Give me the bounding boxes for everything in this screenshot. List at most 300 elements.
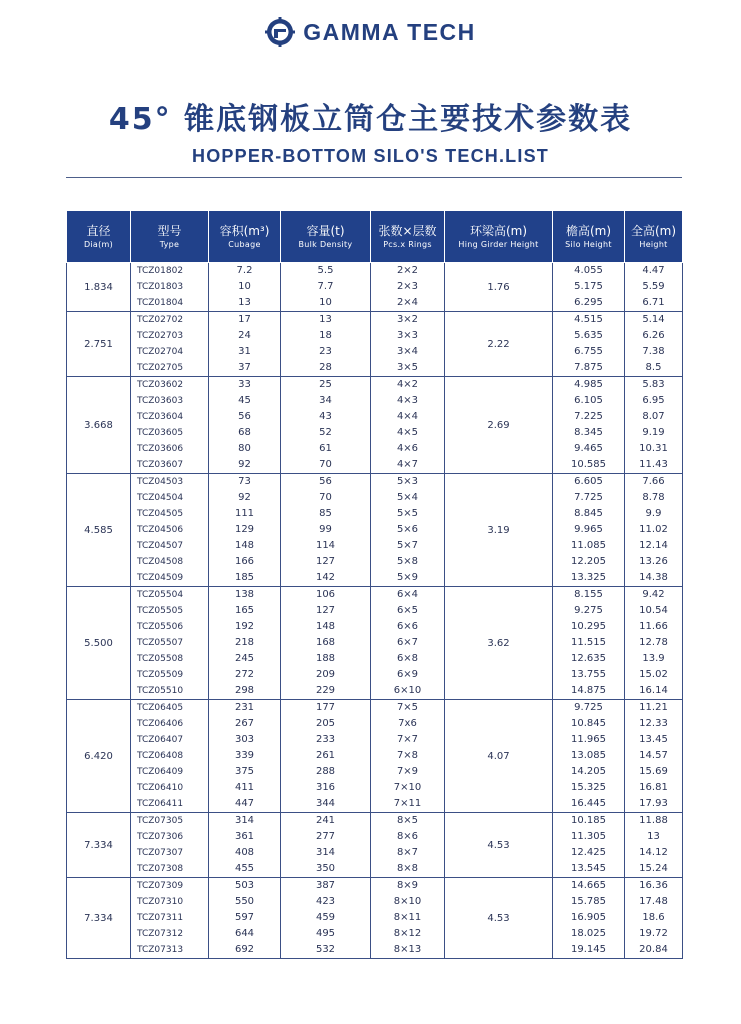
bulk-density-list — [281, 312, 371, 377]
cell-value: TCZ06408 — [137, 751, 184, 761]
cell-value: 14.875 — [571, 685, 606, 696]
cell-value: 6.105 — [574, 395, 603, 406]
cell-value: TCZ03602 — [137, 380, 184, 390]
cell-value: TCZ04507 — [137, 541, 184, 551]
cell-value: 13 — [238, 297, 251, 308]
cell-value: 6.95 — [642, 395, 665, 406]
cell-value: 7×8 — [396, 750, 419, 761]
cell-value: 233 — [315, 734, 336, 745]
cell-value: TCZ02702 — [137, 315, 184, 325]
type-list — [131, 474, 209, 587]
cell-value: 10.31 — [639, 443, 668, 454]
cell-value: 411 — [234, 782, 255, 793]
cell-value: 8×10 — [393, 896, 422, 907]
cell-value: 4.515 — [574, 314, 603, 325]
cell-value: 8.07 — [642, 411, 665, 422]
cell-value: 23 — [319, 346, 332, 357]
cell-value: 13.9 — [642, 653, 665, 664]
cell-value: 8×8 — [396, 863, 419, 874]
cell-value: 18.025 — [571, 928, 606, 939]
cell-value: 314 — [315, 847, 336, 858]
cell-value: 106 — [315, 589, 336, 600]
cell-value: 205 — [315, 718, 336, 729]
cell-value: 13 — [647, 831, 660, 842]
cell-value: 14.665 — [571, 880, 606, 891]
cell-value: 459 — [315, 912, 336, 923]
cell-value: 28 — [319, 362, 332, 373]
cell-value: TCZ05507 — [137, 638, 184, 648]
cell-value: 5×6 — [396, 524, 419, 535]
cell-value: 73 — [238, 476, 251, 487]
cell-value: 13 — [319, 314, 332, 325]
cell-value: 16.14 — [639, 685, 668, 696]
silo-height-list — [553, 700, 625, 813]
dia-cell: 5.500 — [67, 587, 131, 700]
brand-header — [0, 14, 741, 50]
page-title: 45° 锥底钢板立筒仓主要技术参数表 — [108, 102, 633, 137]
dia-cell: 7.334 — [67, 878, 131, 959]
cell-value: 5×4 — [396, 492, 419, 503]
cell-value: TCZ03606 — [137, 444, 184, 454]
cell-value: 34 — [319, 395, 332, 406]
pcs-rings-list — [371, 377, 445, 474]
cell-value: 85 — [319, 508, 332, 519]
cell-value: 298 — [234, 685, 255, 696]
cell-value: 2×2 — [396, 265, 419, 276]
pcs-rings-list — [371, 263, 445, 312]
cell-value: TCZ07308 — [137, 864, 184, 874]
cell-value: 8.78 — [642, 492, 665, 503]
cell-value: TCZ05508 — [137, 654, 184, 664]
cell-value: 495 — [315, 928, 336, 939]
cell-value: 13.545 — [571, 863, 606, 874]
cell-value: 12.78 — [639, 637, 668, 648]
cell-value: 7x6 — [398, 718, 417, 729]
cell-value: 8×11 — [393, 912, 422, 923]
cell-value: 16.81 — [639, 782, 668, 793]
cell-value: 18.6 — [642, 912, 665, 923]
dia-cell: 3.668 — [67, 377, 131, 474]
cell-value: 10.185 — [571, 815, 606, 826]
cell-value: 316 — [315, 782, 336, 793]
cell-value: 4×4 — [396, 411, 419, 422]
pcs-rings-list — [371, 813, 445, 878]
silo-height-list — [553, 377, 625, 474]
height-list — [625, 474, 683, 587]
cell-value: 5.14 — [642, 314, 665, 325]
cell-value: TCZ07305 — [137, 816, 184, 826]
cell-value: 3×2 — [396, 314, 419, 325]
cell-value: 166 — [234, 556, 255, 567]
pcs-rings-list — [371, 312, 445, 377]
cell-value: 11.66 — [639, 621, 668, 632]
cell-value: TCZ01802 — [137, 266, 184, 276]
cell-value: 43 — [319, 411, 332, 422]
cell-value: 142 — [315, 572, 336, 583]
cell-value: 4×6 — [396, 443, 419, 454]
cell-value: 14.57 — [639, 750, 668, 761]
cell-value: 9.42 — [642, 589, 665, 600]
cell-value: 361 — [234, 831, 255, 842]
ring-girder-height-cell: 3.62 — [445, 587, 553, 700]
cell-value: 15.69 — [639, 766, 668, 777]
cell-value: 9.275 — [574, 605, 603, 616]
cubage-list — [209, 587, 281, 700]
cell-value: TCZ07306 — [137, 832, 184, 842]
cubage-list — [209, 878, 281, 959]
cell-value: 13.45 — [639, 734, 668, 745]
cell-value: TCZ01804 — [137, 298, 184, 308]
ring-girder-height-cell: 3.19 — [445, 474, 553, 587]
cell-value: 14.12 — [639, 847, 668, 858]
header-cubage: 容积(m³) Cubage — [209, 211, 281, 263]
table-row — [67, 700, 683, 813]
cell-value: 209 — [315, 669, 336, 680]
ring-girder-height-cell: 4.53 — [445, 878, 553, 959]
cell-value: TCZ01803 — [137, 282, 184, 292]
cell-value: TCZ04504 — [137, 493, 184, 503]
cell-value: 37 — [238, 362, 251, 373]
cell-value: 6×7 — [396, 637, 419, 648]
cell-value: 13.085 — [571, 750, 606, 761]
cell-value: 314 — [234, 815, 255, 826]
cell-value: TCZ04509 — [137, 573, 184, 583]
silo-height-list — [553, 878, 625, 959]
dia-cell: 1.834 — [67, 263, 131, 312]
cell-value: 45 — [238, 395, 251, 406]
cell-value: TCZ04508 — [137, 557, 184, 567]
cell-value: 2×3 — [396, 281, 419, 292]
cell-value: 17 — [238, 314, 251, 325]
cell-value: 10.295 — [571, 621, 606, 632]
cell-value: TCZ06407 — [137, 735, 184, 745]
gamma-gear-logo-icon — [265, 17, 295, 47]
cell-value: 6.605 — [574, 476, 603, 487]
cell-value: 8×9 — [396, 880, 419, 891]
cell-value: 455 — [234, 863, 255, 874]
cell-value: 4×3 — [396, 395, 419, 406]
height-list — [625, 312, 683, 377]
cell-value: 7.725 — [574, 492, 603, 503]
cell-value: TCZ06409 — [137, 767, 184, 777]
cell-value: 303 — [234, 734, 255, 745]
cell-value: 408 — [234, 847, 255, 858]
table-row — [67, 587, 683, 700]
cell-value: 375 — [234, 766, 255, 777]
cell-value: 3×4 — [396, 346, 419, 357]
cell-value: 13.755 — [571, 669, 606, 680]
cell-value: 33 — [238, 379, 251, 390]
cell-value: TCZ06411 — [137, 799, 184, 809]
cell-value: 350 — [315, 863, 336, 874]
cell-value: TCZ06406 — [137, 719, 184, 729]
cell-value: 3×5 — [396, 362, 419, 373]
cell-value: TCZ03607 — [137, 460, 184, 470]
cell-value: 10.585 — [571, 459, 606, 470]
cell-value: 4.47 — [642, 265, 665, 276]
header-bulk-density: 容量(t) Bulk Density — [281, 211, 371, 263]
bulk-density-list — [281, 587, 371, 700]
height-list — [625, 263, 683, 312]
cell-value: 7×9 — [396, 766, 419, 777]
header-ring-girder-height: 环梁高(m) Hing Girder Height — [445, 211, 553, 263]
cell-value: 114 — [315, 540, 336, 551]
cubage-list — [209, 813, 281, 878]
pcs-rings-list — [371, 878, 445, 959]
spec-table — [66, 210, 683, 959]
cell-value: 99 — [319, 524, 332, 535]
cell-value: 6×10 — [393, 685, 422, 696]
cell-value: 52 — [319, 427, 332, 438]
cell-value: 7.7 — [317, 281, 334, 292]
cell-value: TCZ07309 — [137, 881, 184, 891]
cell-value: 9.965 — [574, 524, 603, 535]
cell-value: 148 — [315, 621, 336, 632]
cell-value: 503 — [234, 880, 255, 891]
silo-height-list — [553, 263, 625, 312]
cell-value: 12.635 — [571, 653, 606, 664]
cell-value: 550 — [234, 896, 255, 907]
cell-value: 5×8 — [396, 556, 419, 567]
cell-value: 15.24 — [639, 863, 668, 874]
silo-height-list — [553, 474, 625, 587]
header-height: 全高(m) Height — [625, 211, 683, 263]
cell-value: 272 — [234, 669, 255, 680]
cell-value: TCZ04503 — [137, 477, 184, 487]
cell-value: 188 — [315, 653, 336, 664]
height-list — [625, 700, 683, 813]
cubage-list — [209, 312, 281, 377]
cell-value: 56 — [238, 411, 251, 422]
cell-value: 9.9 — [645, 508, 662, 519]
bulk-density-list — [281, 377, 371, 474]
dia-cell: 2.751 — [67, 312, 131, 377]
cell-value: 11.02 — [639, 524, 668, 535]
pcs-rings-list — [371, 474, 445, 587]
cell-value: 5.83 — [642, 379, 665, 390]
cell-value: 4×7 — [396, 459, 419, 470]
cell-value: 6×8 — [396, 653, 419, 664]
cell-value: 11.21 — [639, 702, 668, 713]
cell-value: 692 — [234, 944, 255, 955]
cell-value: TCZ06405 — [137, 703, 184, 713]
cell-value: 61 — [319, 443, 332, 454]
table-row — [67, 377, 683, 474]
cell-value: 148 — [234, 540, 255, 551]
cell-value: 597 — [234, 912, 255, 923]
cell-value: 11.43 — [639, 459, 668, 470]
cell-value: 5.5 — [317, 265, 334, 276]
cell-value: 5.635 — [574, 330, 603, 341]
cell-value: 12.14 — [639, 540, 668, 551]
cell-value: TCZ06410 — [137, 783, 184, 793]
cell-value: TCZ05510 — [137, 686, 184, 696]
cell-value: TCZ05506 — [137, 622, 184, 632]
cell-value: 245 — [234, 653, 255, 664]
cell-value: 6.71 — [642, 297, 665, 308]
cell-value: 15.785 — [571, 896, 606, 907]
header-silo-height: 檐高(m) Silo Height — [553, 211, 625, 263]
cell-value: 387 — [315, 880, 336, 891]
cell-value: 9.19 — [642, 427, 665, 438]
type-list — [131, 813, 209, 878]
cell-value: 177 — [315, 702, 336, 713]
bulk-density-list — [281, 878, 371, 959]
cell-value: 4.985 — [574, 379, 603, 390]
cell-value: TCZ05505 — [137, 606, 184, 616]
cubage-list — [209, 377, 281, 474]
cell-value: 13.325 — [571, 572, 606, 583]
cell-value: TCZ07311 — [137, 913, 184, 923]
cell-value: 8.345 — [574, 427, 603, 438]
ring-girder-height-cell: 4.07 — [445, 700, 553, 813]
cell-value: 16.905 — [571, 912, 606, 923]
height-list — [625, 377, 683, 474]
cell-value: 7×5 — [396, 702, 419, 713]
cell-value: 7.875 — [574, 362, 603, 373]
silo-height-list — [553, 312, 625, 377]
type-list — [131, 377, 209, 474]
cell-value: TCZ03604 — [137, 412, 184, 422]
cell-value: TCZ02705 — [137, 363, 184, 373]
table-header-row — [67, 211, 683, 263]
cell-value: TCZ07313 — [137, 945, 184, 955]
bulk-density-list — [281, 263, 371, 312]
header-dia: 直径 Dia(m) — [67, 211, 131, 263]
cell-value: 8×5 — [396, 815, 419, 826]
cell-value: 16.445 — [571, 798, 606, 809]
cell-value: 7×11 — [393, 798, 422, 809]
cell-value: 6.295 — [574, 297, 603, 308]
cell-value: 138 — [234, 589, 255, 600]
cell-value: 12.33 — [639, 718, 668, 729]
cell-value: 6×6 — [396, 621, 419, 632]
cubage-list — [209, 263, 281, 312]
cell-value: 165 — [234, 605, 255, 616]
cell-value: 6×4 — [396, 589, 419, 600]
cell-value: 4×5 — [396, 427, 419, 438]
cell-value: 68 — [238, 427, 251, 438]
cell-value: 111 — [234, 508, 255, 519]
type-list — [131, 263, 209, 312]
cell-value: TCZ07312 — [137, 929, 184, 939]
ring-girder-height-cell: 2.69 — [445, 377, 553, 474]
table-row — [67, 474, 683, 587]
cell-value: TCZ04506 — [137, 525, 184, 535]
header-pcs-rings: 张数×层数 Pcs.x Rings — [371, 211, 445, 263]
type-list — [131, 587, 209, 700]
cell-value: 6×5 — [396, 605, 419, 616]
ring-girder-height-cell: 1.76 — [445, 263, 553, 312]
cell-value: 8.5 — [645, 362, 662, 373]
height-list — [625, 878, 683, 959]
cell-value: 6.26 — [642, 330, 665, 341]
dia-cell: 6.420 — [67, 700, 131, 813]
silo-height-list — [553, 813, 625, 878]
cell-value: 127 — [315, 556, 336, 567]
cell-value: 267 — [234, 718, 255, 729]
cell-value: 70 — [319, 492, 332, 503]
cell-value: 17.48 — [639, 896, 668, 907]
cell-value: 11.305 — [571, 831, 606, 842]
cell-value: 92 — [238, 492, 251, 503]
cell-value: TCZ03603 — [137, 396, 184, 406]
cell-value: 5.175 — [574, 281, 603, 292]
cell-value: TCZ02703 — [137, 331, 184, 341]
cell-value: 19.145 — [571, 944, 606, 955]
height-list — [625, 587, 683, 700]
cell-value: 12.205 — [571, 556, 606, 567]
cell-value: 11.88 — [639, 815, 668, 826]
cell-value: 339 — [234, 750, 255, 761]
cell-value: 5.59 — [642, 281, 665, 292]
cell-value: 8×7 — [396, 847, 419, 858]
table-row — [67, 878, 683, 959]
cell-value: 24 — [238, 330, 251, 341]
cell-value: 8.155 — [574, 589, 603, 600]
cell-value: 8.845 — [574, 508, 603, 519]
ring-girder-height-cell: 2.22 — [445, 312, 553, 377]
cell-value: 16.36 — [639, 880, 668, 891]
page-subtitle: HOPPER-BOTTOM SILO'S TECH.LIST — [192, 146, 549, 166]
cell-value: TCZ07307 — [137, 848, 184, 858]
cell-value: 14.38 — [639, 572, 668, 583]
pcs-rings-list — [371, 700, 445, 813]
cell-value: 2×4 — [396, 297, 419, 308]
cell-value: 11.085 — [571, 540, 606, 551]
height-list — [625, 813, 683, 878]
cell-value: 168 — [315, 637, 336, 648]
table-row — [67, 263, 683, 312]
cell-value: 6.755 — [574, 346, 603, 357]
cell-value: 10 — [319, 297, 332, 308]
cell-value: TCZ03605 — [137, 428, 184, 438]
cell-value: 8×6 — [396, 831, 419, 842]
cell-value: 25 — [319, 379, 332, 390]
bulk-density-list — [281, 813, 371, 878]
cell-value: 129 — [234, 524, 255, 535]
cell-value: 12.425 — [571, 847, 606, 858]
cell-value: 80 — [238, 443, 251, 454]
cell-value: 288 — [315, 766, 336, 777]
cell-value: 644 — [234, 928, 255, 939]
cell-value: 7×7 — [396, 734, 419, 745]
silo-height-list — [553, 587, 625, 700]
cell-value: 7.2 — [236, 265, 253, 276]
cell-value: 447 — [234, 798, 255, 809]
cell-value: 11.965 — [571, 734, 606, 745]
type-list — [131, 312, 209, 377]
cell-value: 231 — [234, 702, 255, 713]
cell-value: 185 — [234, 572, 255, 583]
cell-value: 7.38 — [642, 346, 665, 357]
cell-value: 10 — [238, 281, 251, 292]
bulk-density-list — [281, 474, 371, 587]
cell-value: 10.845 — [571, 718, 606, 729]
cell-value: 218 — [234, 637, 255, 648]
cell-value: 4.055 — [574, 265, 603, 276]
cell-value: 14.205 — [571, 766, 606, 777]
cell-value: 7.66 — [642, 476, 665, 487]
cell-value: TCZ07310 — [137, 897, 184, 907]
pcs-rings-list — [371, 587, 445, 700]
cell-value: 8×12 — [393, 928, 422, 939]
ring-girder-height-cell: 4.53 — [445, 813, 553, 878]
cell-value: 56 — [319, 476, 332, 487]
type-list — [131, 700, 209, 813]
cell-value: 15.325 — [571, 782, 606, 793]
cell-value: 127 — [315, 605, 336, 616]
